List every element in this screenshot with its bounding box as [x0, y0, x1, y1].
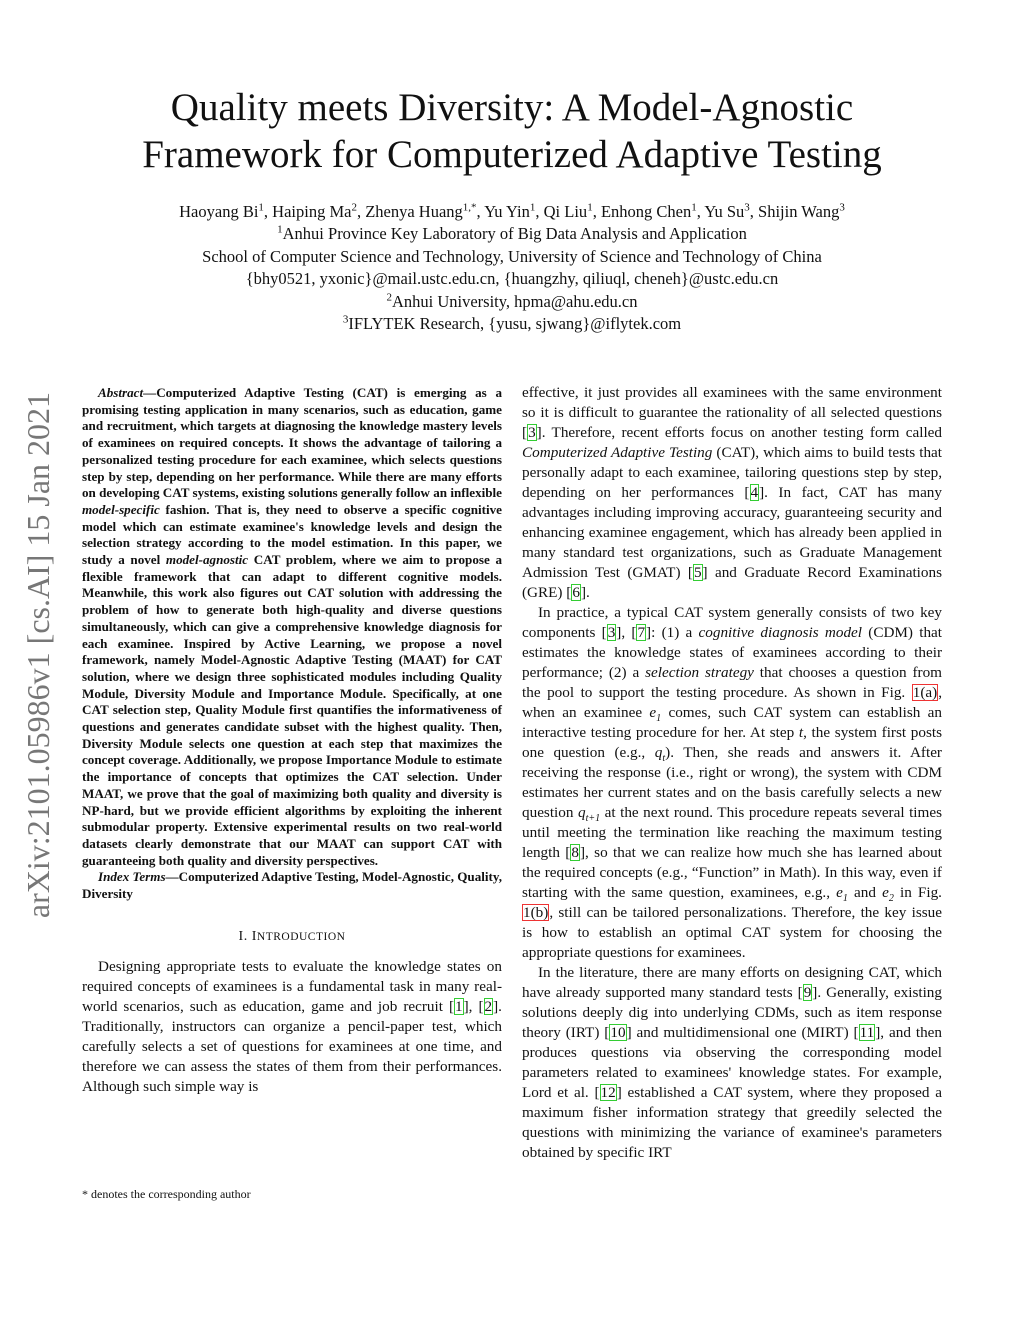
right-column — [522, 383, 942, 1163]
emphasis: model-specific — [82, 501, 160, 517]
intro-paragraph: Designing appropriate tests to evaluate the knowledge states on required concepts of examinees is a fundamental task in many real-world scenarios, such as education, game and job recruit [1], [2]. Traditionally, instructors can organize a pencil-paper test, which carefully selects a set of questions for examinees at one time, and therefore we can assess the states of them from their performances. Although such simple way is — [82, 957, 502, 1095]
citation-link[interactable]: 6 — [572, 584, 580, 601]
index-terms: Index Terms—Computerized Adaptive Testing, Model-Agnostic, Quality, Diversity — [82, 869, 502, 902]
subscript: t — [662, 753, 666, 765]
author-name: Zhenya Huang$^{1,*}$ — [365, 201, 477, 221]
citation-link[interactable]: 10 — [610, 1024, 626, 1041]
section-heading: I. INTRODUCTION — [238, 928, 346, 944]
citation-link[interactable]: 1 — [455, 997, 463, 1015]
emphasis: Abstract — [98, 385, 144, 400]
title-line: Quality meets Diversity: A Model-Agnostic — [170, 86, 854, 129]
subscript: 2 — [888, 893, 894, 905]
author-list: Haoyang Bi$^1$, Haiping Ma$^2$, Zhenya Huang$^{1,*}$, Yu Yin$^1$, Qi Liu$^1$, Enhong Chen$^1$, Yu Su$^3$, Shijin Wang$^3$ — [179, 201, 845, 221]
citation-link[interactable]: 5 — [693, 564, 702, 581]
emphasis: selection strategy — [645, 664, 754, 681]
subscript: t+1 — [585, 813, 601, 825]
body-paragraph: effective, it just provides all examinees with the same environment so it is difficult to guarantee the rationality of all selected questions [3]. Therefore, recent efforts focus on another testing form called Computerized Adaptive Testing (CAT), which aims to build tests that personally adapt to each examinee, tailoring questions step by step, depending on her performances [4]. In fact, CAT has many advantages including improving accuracy, guaranteeing security and enhancing examinee engagement, which has already been applied in many standard test organizations, such as Graduate Management Admission Test (GMAT) [5] and Graduate Record Examinations (GRE) [6]. — [522, 384, 943, 601]
body-paragraph: In the literature, there are many efforts on designing CAT, which have already supported many standard tests [9]. Generally, existing solutions deeply dig into underlying CDMs, such as item response theory (IRT) [10] and multidimensional one (MIRT) [11], and then produces questions via observing the corresponding model parameters related to examinees' knowledge states. For example, Lord et al. [12] established a CAT system, where they proposed a maximum fisher information strategy that greedily selected the questions with minimizing the variance of examinee's parameters obtained by specific IRT — [522, 964, 943, 1161]
author-name: Haiping Ma$^2$ — [272, 201, 357, 221]
left-column — [82, 385, 502, 1097]
paper-title — [0, 84, 1024, 178]
math-symbol: q — [577, 804, 586, 821]
author-name: Enhong Chen$^1$ — [600, 201, 697, 221]
body-paragraph: In practice, a typical CAT system generally consists of two key components [3], [7]: (1) a cognitive diagnosis model (CDM) that estimates the knowledge states of examinees according to their performance; (2) a selection strategy that chooses a question from the pool to support the testing procedure. As shown in Fig. 1(a), when an examinee $e_1$ comes, such CAT system can establish an interactive testing procedure for her. At step t, the system first posts one question (e.g., $q_t$). Then, she reads and answers it. After receiving the response (i.e., right or wrong), the system with CDM estimates her current states and on the basis carefully selects a new question $q_{t+1}$ at the next round. This procedure repeats several times until meeting the termination like reaching the maximum testing length [8], so that we can realize how much she has learned about the required concepts (e.g., “Function” in Math). In this way, even if starting with the same question, examinees, e.g., $e_1$ and $e_2$ in Fig. 1(b), still can be tailored personalizations. Therefore, the key issue is how to establish an optimal CAT system for choosing the appropriate questions for examinees. — [522, 604, 943, 961]
affiliation-1: $^1$Anhui Province Key Laboratory of Big Data Analysis and Application — [277, 223, 747, 244]
citation-link[interactable]: 3 — [528, 424, 536, 441]
math-symbol: q — [654, 744, 663, 761]
citation-link[interactable]: 2 — [484, 997, 493, 1015]
emphasis: model-agnostic — [165, 552, 249, 568]
citation-link[interactable]: 9 — [803, 984, 812, 1001]
math-symbol: e — [836, 884, 843, 901]
affiliation-2: $^2$Anhui University, hpma@ahu.edu.cn — [386, 291, 638, 311]
subscript: 1 — [842, 893, 848, 905]
emphasis: Index Terms — [98, 869, 166, 885]
author-name: Yu Yin$^1$ — [484, 201, 536, 221]
emphasis: cognitive diagnosis model — [698, 624, 863, 641]
affiliation-3: $^3$IFLYTEK Research, {yusu, sjwang}@iflytek.com — [342, 313, 682, 334]
math-symbol: e — [649, 704, 657, 721]
math-symbol: e — [882, 884, 889, 901]
author-name: Haoyang Bi$^1$ — [179, 201, 264, 221]
citation-link[interactable]: 4 — [750, 484, 759, 501]
citation-link[interactable]: 8 — [571, 844, 579, 861]
email-1: {bhy0521, yxonic}@mail.ustc.edu.cn, {huangzhy, qiliuql, cheneh}@ustc.edu.cn — [245, 269, 779, 289]
emphasis: Computerized Adaptive Testing — [522, 444, 713, 461]
figure-ref-link[interactable]: 1(b) — [523, 904, 549, 921]
citation-link[interactable]: 7 — [637, 624, 646, 641]
subscript: 1 — [656, 713, 662, 725]
abstract: Abstract—Computerized Adaptive Testing (CAT) is emerging as a promising testing application in many scenarios, such as education, game and recruitment, which targets at diagnosing the knowledge mastery levels of examinees on required concepts. It shows the advantage of tailoring a personalized testing procedure for each examinee, which selects questions step by step, depending on her performance. While there are many efforts on developing CAT systems, existing solutions generally follow an inflexible model-specific fashion. That is, they need to observe a specific cognitive model which can estimate examinee's knowledge levels and design the selection strategy according to the model estimation. In this paper, we study a novel model-agnostic CAT problem, where we aim to propose a flexible framework that can adapt to different cognitive models. Meanwhile, this work also figures out CAT solution with addressing the problem of how to generate both high-quality and diverse questions simultaneously, which can give a comprehensive knowledge diagnosis for each examinee. Inspired by Active Learning, we propose a novel framework, namely Model-Agnostic Adaptive Testing (MAAT) for CAT solution, where we design three sophisticated modules including Quality Module, Diversity Module and Importance Module. Specifically, at one CAT selection step, Quality Module first quantifies the informativeness of questions and generates candidate subset with the highest quality. Then, Diversity Module selects one question at each step that maximizes the concept coverage. Additionally, we propose Importance Module to estimate the importance of concepts that optimizes the CAT selection. Under MAAT, we prove that the goal of maximizing both quality and diversity is NP-hard, but we provide efficient algorithms by exploiting the inherent submodular property. Extensive experimental results on two real-world datasets clearly demonstrate that our MAAT can support CAT with guaranteeing both quality and diversity perspectives. — [82, 385, 502, 868]
citation-link[interactable]: 12 — [600, 1084, 616, 1101]
author-name: Qi Liu$^1$ — [543, 201, 593, 221]
author-name: Yu Su$^3$ — [704, 201, 750, 221]
affiliation-1b: School of Computer Science and Technology, University of Science and Technology of China — [202, 246, 822, 266]
math-symbol: t — [798, 724, 804, 741]
citation-link[interactable]: 3 — [607, 624, 616, 641]
arxiv-identifier[interactable]: arXiv:2101.05986v1 [cs.AI] 15 Jan 2021 — [20, 391, 56, 919]
author-block — [0, 201, 1024, 335]
citation-link[interactable]: 11 — [859, 1024, 875, 1041]
figure-ref-link[interactable]: 1(a) — [912, 684, 938, 701]
footnote: * denotes the corresponding author — [82, 1187, 251, 1201]
author-name: Shijin Wang$^3$ — [758, 201, 845, 221]
title-line: Framework for Computerized Adaptive Testing — [142, 133, 882, 176]
